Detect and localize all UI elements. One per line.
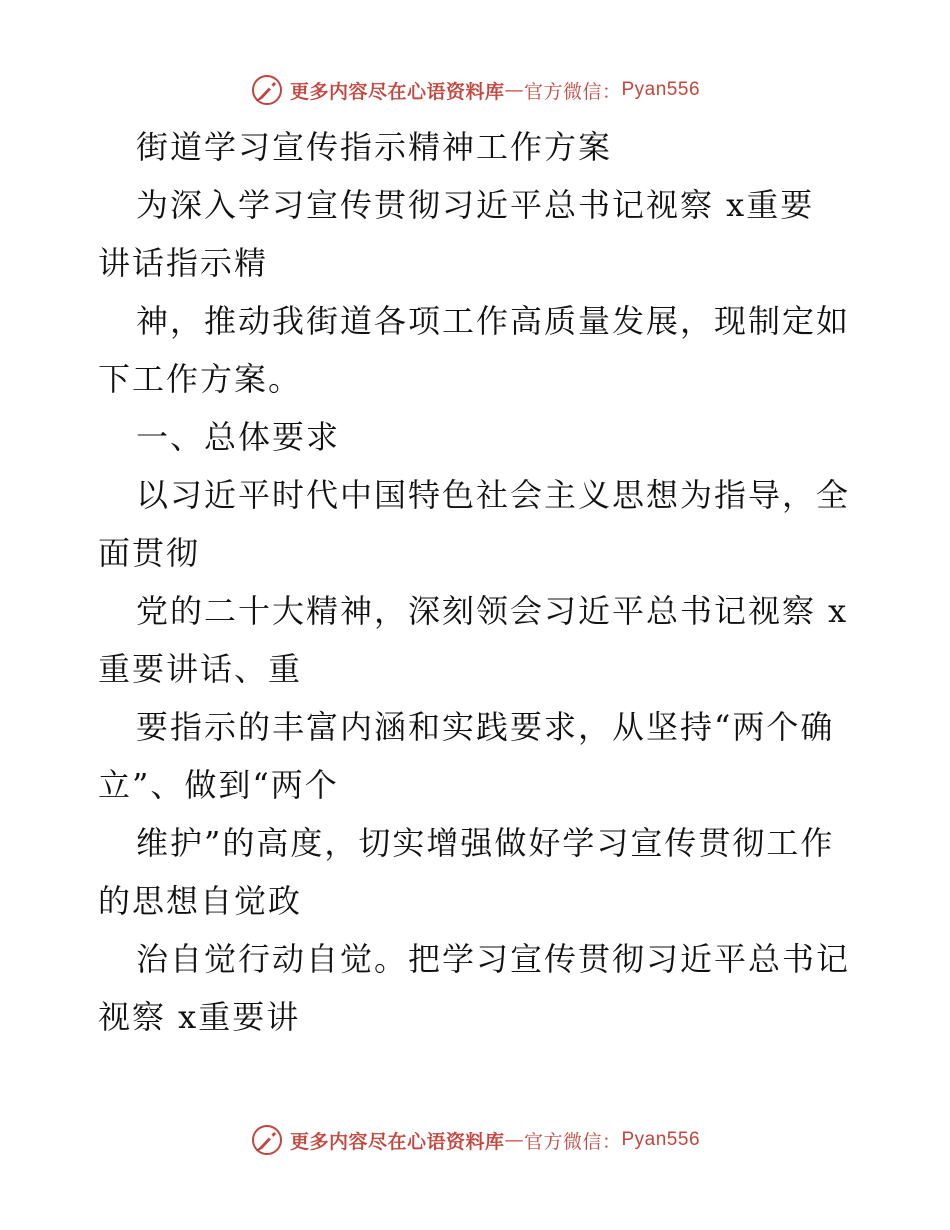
document-title: 街道学习宣传指示精神工作方案 [136,128,613,166]
document-body [98,118,858,1046]
banner-main-text: 更多内容尽在心语资料库 [289,1130,505,1153]
body-line: 的思想自觉政 [98,882,303,920]
watermark-banner-top [0,70,950,110]
body-line: 为深入学习宣传贯彻习近平总书记视察 x重要 [136,186,815,224]
body-line: 重要讲话、重 [98,650,303,688]
body-line: 讲话指示精 [98,244,269,282]
section-heading: 一、总体要求 [136,418,341,456]
banner-main-text: 更多内容尽在心语资料库 [289,80,505,103]
body-line: 下工作方案。 [98,360,303,398]
banner-dash: — [504,79,524,101]
banner-handle: Pyan556 [621,1129,701,1150]
quill-pen-icon [250,1123,284,1157]
body-line: 党的二十大精神，深刻领会习近平总书记视察 x [136,592,849,630]
watermark-banner-bottom [0,1120,950,1160]
quill-pen-icon [250,73,284,107]
body-line: 神，推动我街道各项工作高质量发展，现制定如 [136,302,851,340]
body-line: 维护”的高度，切实增强做好学习宣传贯彻工作 [136,824,835,862]
banner-sub-text: 官方微信： [523,1130,622,1153]
body-line: 视察 x重要讲 [98,998,301,1036]
body-line: 立”、做到“两个 [98,766,339,804]
body-line: 要指示的丰富内涵和实践要求，从坚持“两个确 [136,708,835,746]
body-line: 治自觉行动自觉。把学习宣传贯彻习近平总书记 [136,940,851,978]
body-line: 以习近平时代中国特色社会主义思想为指导，全 [136,476,851,514]
banner-dash: — [504,1129,524,1151]
banner-handle: Pyan556 [621,79,701,100]
body-line: 面贯彻 [98,534,201,572]
banner-sub-text: 官方微信： [523,80,622,103]
